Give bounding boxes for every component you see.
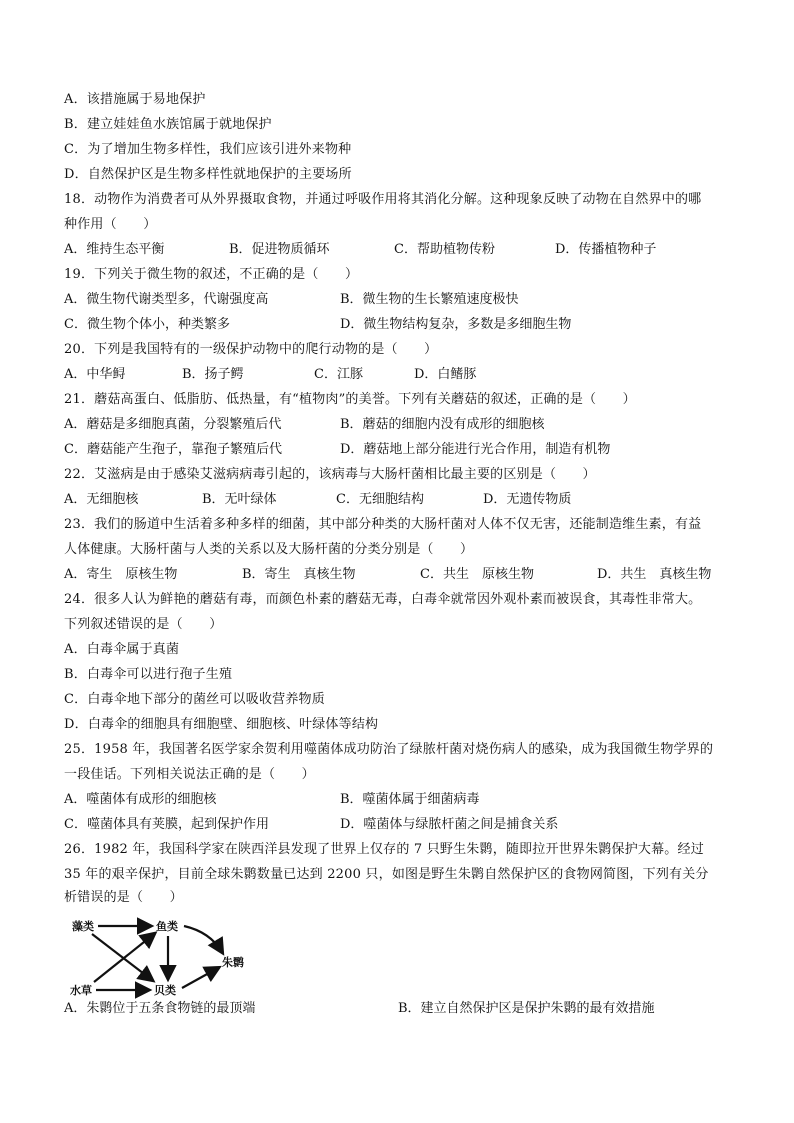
q20-option-b: B．扬子鳄 bbox=[182, 367, 244, 382]
q23-option-a: A．寄生 原核生物 bbox=[64, 567, 178, 582]
q23-stem-line1: 23．我们的肠道中生活着多种多样的细菌，其中部分种类的大肠杆菌对人体不仅无害，还能制造维生素，有益 bbox=[64, 517, 702, 532]
q24-option-a: A．白毒伞属于真菌 bbox=[64, 642, 180, 657]
q21-stem: 21．蘑菇高蛋白、低脂肪、低热量，有“植物肉”的美誉。下列有关蘑菇的叙述，正确的是（ ） bbox=[64, 392, 636, 407]
q26-option-b: B．建立自然保护区是保护朱鹮的最有效措施 bbox=[398, 1001, 655, 1016]
q25-option-d: D．噬菌体与绿脓杆菌之间是捕食关系 bbox=[340, 817, 559, 832]
q21-option-a: A．蘑菇是多细胞真菌，分裂繁殖后代 bbox=[64, 417, 282, 432]
q18-option-b: B．促进物质循环 bbox=[229, 242, 330, 257]
q18-stem-line1: 18．动物作为消费者可从外界摄取食物，并通过呼吸作用将其消化分解。这种现象反映了动物在自然界中的哪 bbox=[64, 192, 702, 207]
arrow-shellfish-ibis bbox=[182, 968, 218, 988]
q18-stem-line2: 种作用（ ） bbox=[64, 217, 157, 232]
q24-option-b: B．白毒伞可以进行孢子生殖 bbox=[64, 667, 233, 682]
q26-stem-line3: 析错误的是（ ） bbox=[64, 890, 183, 905]
q22-option-c: C．无细胞结构 bbox=[336, 492, 424, 507]
q25-stem-line1: 25．1958 年，我国著名医学家余贺利用噬菌体成功防治了绿脓杆菌对烧伤病人的感染，成为我国微生物学界的 bbox=[64, 742, 714, 757]
q23-option-b: B．寄生 真核生物 bbox=[242, 567, 356, 582]
q17-option-d: D．自然保护区是生物多样性就地保护的主要场所 bbox=[64, 167, 352, 182]
q18-option-a: A．维持生态平衡 bbox=[64, 242, 165, 257]
food-web-node-waterweed: 水草 bbox=[70, 984, 92, 997]
q19-option-d: D．微生物结构复杂，多数是多细胞生物 bbox=[340, 317, 572, 332]
q17-option-c: C．为了增加生物多样性，我们应该引进外来物种 bbox=[64, 142, 352, 157]
q21-option-b: B．蘑菇的细胞内没有成形的细胞核 bbox=[340, 417, 545, 432]
q19-option-a: A．微生物代谢类型多，代谢强度高 bbox=[64, 292, 269, 307]
q22-option-a: A．无细胞核 bbox=[64, 492, 139, 507]
q24-option-d: D．白毒伞的细胞具有细胞壁、细胞核、叶绿体等结构 bbox=[64, 717, 379, 732]
food-web-node-ibis: 朱鹮 bbox=[222, 956, 244, 969]
q19-stem: 19．下列关于微生物的叙述，不正确的是（ ） bbox=[64, 267, 359, 282]
q17-option-b: B．建立娃娃鱼水族馆属于就地保护 bbox=[64, 117, 272, 132]
q25-option-c: C．噬菌体具有荚膜，起到保护作用 bbox=[64, 817, 269, 832]
q19-option-b: B．微生物的生长繁殖速度极快 bbox=[340, 292, 519, 307]
q26-stem-line1: 26．1982 年，我国科学家在陕西洋县发现了世界上仅存的 7 只野生朱鹮，随即拉开世界朱鹮保护大幕。经过 bbox=[64, 842, 704, 857]
q26-option-a: A．朱鹮位于五条食物链的最顶端 bbox=[64, 1001, 256, 1016]
q24-stem-line1: 24．很多人认为鲜艳的蘑菇有毒，而颜色朴素的蘑菇无毒，白毒伞就常因外观朴素而被误食，其毒性非常大。 bbox=[64, 592, 702, 607]
q20-option-c: C．江豚 bbox=[314, 367, 363, 382]
q25-stem-line2: 一段佳话。下列相关说法正确的是（ ） bbox=[64, 767, 315, 782]
q22-option-d: D．无遗传物质 bbox=[483, 492, 572, 507]
q20-option-a: A．中华鲟 bbox=[64, 367, 126, 382]
q21-option-c: C．蘑菇能产生孢子，靠孢子繁殖后代 bbox=[64, 442, 282, 457]
q21-option-d: D．蘑菇地上部分能进行光合作用，制造有机物 bbox=[340, 442, 611, 457]
q23-stem-line2: 人体健康。大肠杆菌与人类的关系以及大肠杆菌的分类分别是（ ） bbox=[64, 542, 474, 557]
q24-stem-line2: 下列叙述错误的是（ ） bbox=[64, 617, 223, 632]
q22-stem: 22．艾滋病是由于感染艾滋病病毒引起的，该病毒与大肠杆菌相比最主要的区别是（ ） bbox=[64, 467, 596, 482]
q25-option-b: B．噬菌体属于细菌病毒 bbox=[340, 792, 480, 807]
food-web-node-algae: 藻类 bbox=[72, 920, 94, 933]
arrow-fish-ibis bbox=[184, 926, 222, 952]
q26-stem-line2: 35 年的艰辛保护，目前全球朱鹮数量已达到 2200 只，如图是野生朱鹮自然保护区的食物网简图，下列有关分 bbox=[64, 867, 709, 882]
q18-option-d: D．传播植物种子 bbox=[555, 242, 657, 257]
q18-option-c: C．帮助植物传粉 bbox=[394, 242, 495, 257]
q20-stem: 20．下列是我国特有的一级保护动物中的爬行动物的是（ ） bbox=[64, 342, 438, 357]
q25-option-a: A．噬菌体有成形的细胞核 bbox=[64, 792, 217, 807]
q20-option-d: D．白鳍豚 bbox=[414, 367, 477, 382]
food-web-node-fish: 鱼类 bbox=[156, 920, 178, 933]
q24-option-c: C．白毒伞地下部分的菌丝可以吸收营养物质 bbox=[64, 692, 325, 707]
q23-option-c: C．共生 原核生物 bbox=[420, 567, 534, 582]
q22-option-b: B．无叶绿体 bbox=[202, 492, 277, 507]
food-web-node-shellfish: 贝类 bbox=[154, 984, 176, 997]
q19-option-c: C．微生物个体小，种类繁多 bbox=[64, 317, 230, 332]
arrow-algae-shellfish bbox=[92, 934, 152, 980]
q23-option-d: D．共生 真核生物 bbox=[597, 567, 712, 582]
food-web-diagram bbox=[64, 914, 304, 1006]
q17-option-a: A．该措施属于易地保护 bbox=[64, 92, 206, 107]
